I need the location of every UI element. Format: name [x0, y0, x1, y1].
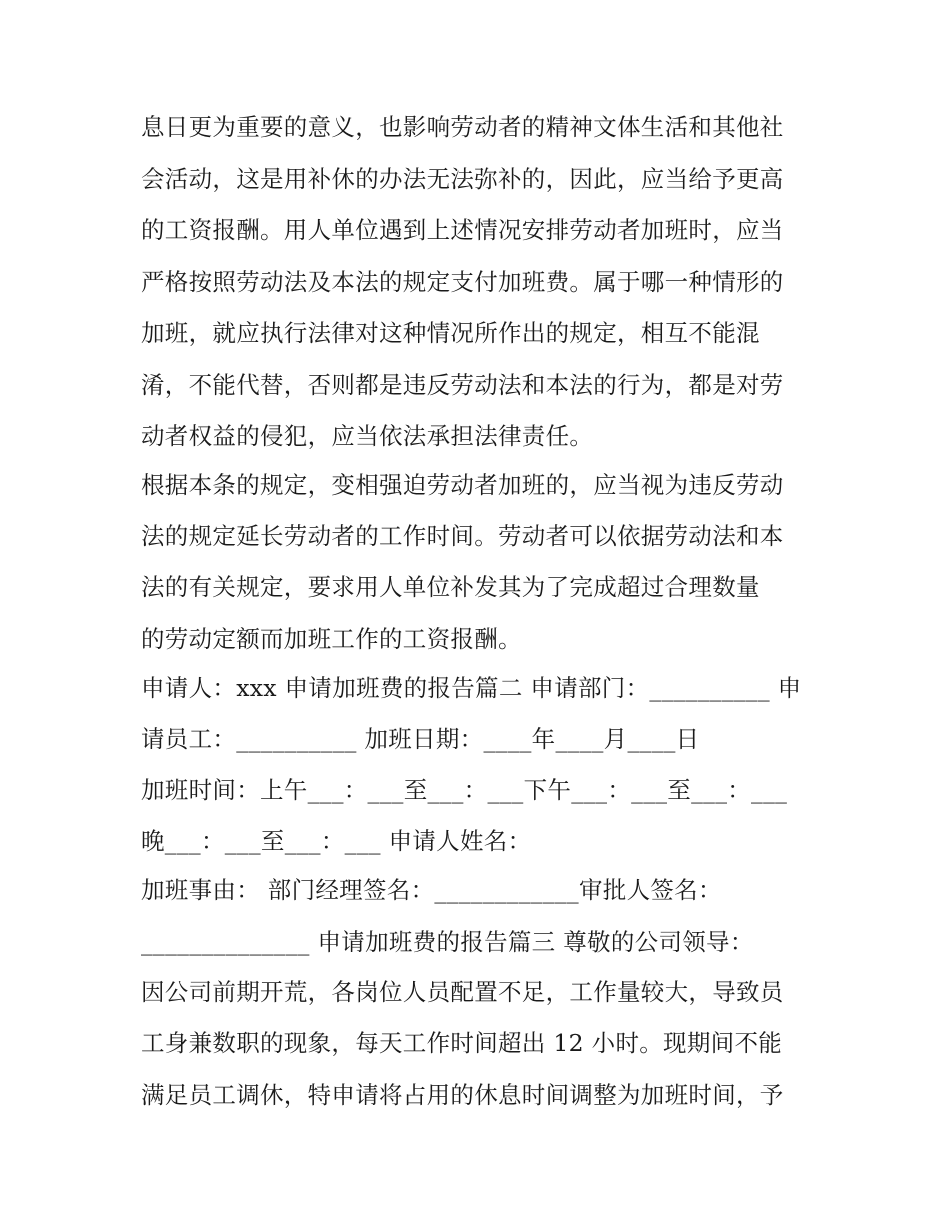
- text-line: 严格按照劳动法及本法的规定支付加班费。属于哪一种情形的: [141, 268, 784, 296]
- text-line: 加班时间：上午___：___至___：___下午___：___至___：___: [141, 776, 788, 804]
- text-line: 因公司前期开荒，各岗位人员配置不足，工作量较大，导致员: [141, 978, 784, 1006]
- text-line: 满足员工调休，特申请将占用的休息时间调整为加班时间，予: [141, 1081, 784, 1109]
- text-line: 加班，就应执行法律对这种情况所作出的规定，相互不能混: [141, 319, 760, 347]
- text-line: 申请人：xxx 申请加班费的报告篇二 申请部门：__________ 申: [141, 674, 802, 702]
- text-line: 淆，不能代替，否则都是违反劳动法和本法的行为，都是对劳: [141, 371, 784, 399]
- text-line: 息日更为重要的意义，也影响劳动者的精神文体生活和其他社: [141, 113, 784, 141]
- text-line: ______________ 申请加班费的报告篇三 尊敬的公司领导：: [141, 928, 754, 956]
- text-line: 法的有关规定，要求用人单位补发其为了完成超过合理数量: [141, 573, 760, 601]
- text-line: 会活动，这是用补休的办法无法弥补的，因此，应当给予更高: [141, 165, 784, 193]
- text-line: 法的规定延长劳动者的工作时间。劳动者可以依据劳动法和本: [141, 522, 784, 550]
- text-line: 动者权益的侵犯，应当依法承担法律责任。: [141, 422, 594, 450]
- text-line: 请员工：__________ 加班日期：____年____月____日: [141, 725, 700, 753]
- text-line: 加班事由： 部门经理签名：____________审批人签名：: [141, 876, 722, 904]
- text-line: 的劳动定额而加班工作的工资报酬。: [141, 625, 522, 653]
- text-line: 工身兼数职的现象，每天工作时间超出 12 小时。现期间不能: [141, 1029, 783, 1057]
- text-line: 根据本条的规定，变相强迫劳动者加班的，应当视为违反劳动: [141, 471, 784, 499]
- text-line: 晚___：___至___：___ 申请人姓名：: [141, 827, 532, 855]
- text-line: 的工资报酬。用人单位遇到上述情况安排劳动者加班时，应当: [141, 216, 784, 244]
